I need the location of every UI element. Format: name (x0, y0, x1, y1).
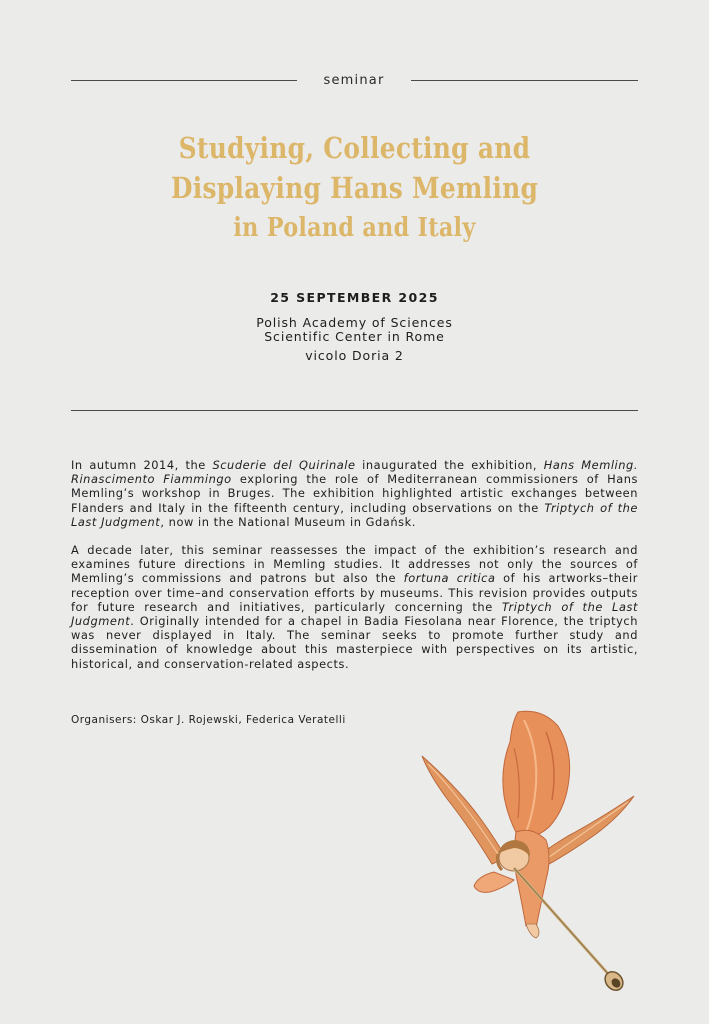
description (71, 458, 638, 685)
title-line-1: Studying, Collecting and (178, 131, 531, 165)
p1-italic-2: Hans Memling. Rinascimento Fiammingo (71, 458, 638, 487)
p1-text-3: exploring the role of Mediterranean commissioners of Hans Memling’s workshop in Bruges. The exhibition highlighted artistic exchanges between Flanders and Italy in the fifteenth century, including observations on the (71, 472, 638, 515)
p2-text-3: . Originally intended for a chapel in Badia Fiesolana near Florence, the triptych was never displayed in Italy. The seminar seeks to promote further study and dissemination of knowledge about this masterpiece with perspectives on its artistic, historical, and conservation-related aspects. (71, 614, 638, 671)
event-address: vicolo Doria 2 (305, 348, 404, 363)
p1-text-2: inaugurated the exhibition, (355, 458, 544, 472)
p2-italic-1: fortuna critica (403, 571, 496, 586)
header-rule-right (411, 80, 638, 81)
venue-line-2: Scientific Center in Rome (264, 329, 445, 344)
divider (71, 410, 638, 411)
p2-text-2: of his artworks–their reception over time–and conservation efforts by museums. This revision provides outputs for future research and initiatives, particularly concerning the (71, 571, 639, 614)
event-venue (0, 316, 709, 344)
p1-text-1: In autumn 2014, the (71, 458, 213, 472)
p2-italic-2: Triptych of the Last Judgment (71, 599, 638, 629)
header-rule-left (71, 80, 297, 81)
p2-text-1: A decade later, this seminar reassesses the impact of the exhibition’s research and examines future directions in Memling studies. It addresses not only the sources of Memling’s commissions and patrons but also the (71, 543, 638, 586)
seminar-label: seminar (323, 72, 385, 88)
paragraph-1 (71, 458, 638, 529)
paragraph-2 (71, 543, 638, 671)
p1-italic-3: Triptych of the Last Judgment (71, 500, 638, 529)
organisers: Organisers: Oskar J. Rojewski, Federica Veratelli (71, 714, 346, 726)
trumpeting-angel-illustration (418, 708, 640, 998)
p1-text-4: , now in the National Museum in Gdańsk. (160, 514, 416, 529)
page-title (136, 128, 574, 248)
venue-line-1: Polish Academy of Sciences (256, 315, 453, 330)
p1-italic-1: Scuderie del Quirinale (212, 458, 356, 472)
title-line-2: Displaying Hans Memling (170, 171, 539, 205)
title-line-3: in Poland and Italy (233, 213, 476, 243)
header-row (71, 70, 638, 90)
event-date: 25 SEPTEMBER 2025 (270, 290, 439, 305)
